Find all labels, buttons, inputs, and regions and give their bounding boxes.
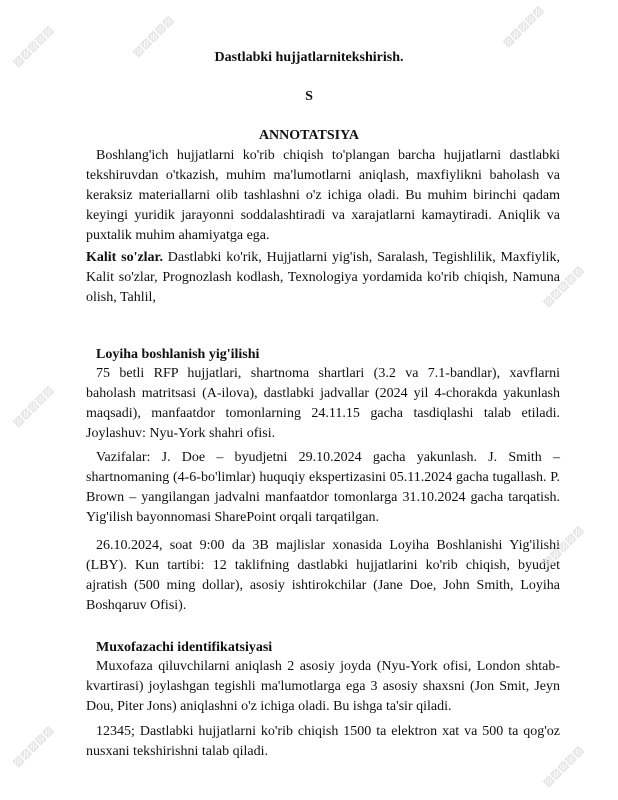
kickoff-paragraph-2: Vazifalar: J. Doe – byudjetni 29.10.2024 gacha yakunlash. J. Smith – shartnomaning (4-6-bo'limlar) huquqiy ekspertizasini 05.11.2024 gacha tugallash. P. Brown – yangilangan jadvalni manfaatdor tomonlarga 31.10.2024 gacha tarqatish. Yig'ilish bayonnomasi SharePoint orqali tarqatilgan. (86, 450, 560, 525)
section-heading-custodian: Muxofazachi identifikatsiyasi (96, 640, 273, 655)
kickoff-paragraph-3: 26.10.2024, soat 9:00 da 3B majlislar xonasida Loyiha Boshlanishi Yig'ilishi (LBY). Kun tartibi: 12 taklifning dastlabki hujjatlarini ko'rib chiqish, byudjet ajratish (500 ming dollar), asosiy ishtirokchilar (Jane Doe, John Smith, Loyiha Boshqaruv Ofisi). (86, 538, 560, 613)
watermark-mark: ▨▨▨▨▨ (10, 23, 56, 70)
custodian-paragraph-1: Muxofaza qiluvchilarni aniqlash 2 asosiy joyda (Nyu-York ofisi, London shtab-kvartirasi) joylashgan tegishli ma'lumotlarga ega 3 asosiy shaxsni (Jon Smit, Jeyn Dou, Piter Jons) aniqlashni o'z ichiga oladi. Bu ishga ta'sir qiladi. (86, 659, 560, 714)
watermark-mark: ▨▨▨▨▨ (500, 3, 546, 50)
kickoff-paragraph-1: 75 betli RFP hujjatlari, shartnoma shartlari (3.2 va 7.1-bandlar), xavflarni baholash matritsasi (A-ilova), dastlabki jadvallar (2024 yil 4-chorakda yakunlash maqsadi), manfaatdor tomonlarning 24.11.15 gacha tasdiqlashi talab etiladi. Joylashuv: Nyu-York shahri ofisi. (86, 366, 560, 441)
section-heading-kickoff: Loyiha boshlanish yig'ilishi (96, 347, 260, 362)
watermark-mark: ▨▨▨▨▨ (130, 13, 176, 60)
keywords-label: Kalit so'zlar. (86, 250, 163, 265)
keywords-paragraph (86, 248, 560, 308)
watermark-mark: ▨▨▨▨▨ (540, 263, 586, 310)
annotation-heading: ANNOTATSIYA (258, 128, 360, 143)
annotation-paragraph: Boshlang'ich hujjatlarni ko'rib chiqish to'plangan barcha hujjatlarni dastlabki tekshiruvdan o'tkazish, muhim ma'lumotlarni aniqlash, maxfiylikni baholash va keraksiz materiallarni olib tashlashni o'z ichiga oladi. Bu muhim birinchi qadam keyingi yuridik jarayonni soddalashtiradi va xarajatlarni kamaytiradi. Aniqlik va puxtalik muhim ahamiyatga ega. (86, 148, 560, 243)
document-title: Dastlabki hujjatlarnitekshirish. (214, 50, 404, 65)
keywords-text: Dastlabki ko'rik, Hujjatlarni yig'ish, Saralash, Tegishlilik, Maxfiylik, Kalit so'zlar, Prognozlash kodlash, Texnologiya yordamida ko'rib chiqish, Namuna olish, Tahlil, (86, 250, 561, 305)
custodian-paragraph-2: 12345; Dastlabki hujjatlarni ko'rib chiqish 1500 ta elektron xat va 500 ta qog'oz nusxani tekshirishni talab qiladi. (86, 724, 560, 759)
document-subtitle: S (305, 89, 313, 104)
watermark-mark: ▨▨▨▨▨ (540, 743, 586, 790)
watermark-mark: ▨▨▨▨▨ (10, 723, 56, 770)
watermark-mark: ▨▨▨▨▨ (540, 523, 586, 570)
watermark-mark: ▨▨▨▨▨ (10, 383, 56, 430)
